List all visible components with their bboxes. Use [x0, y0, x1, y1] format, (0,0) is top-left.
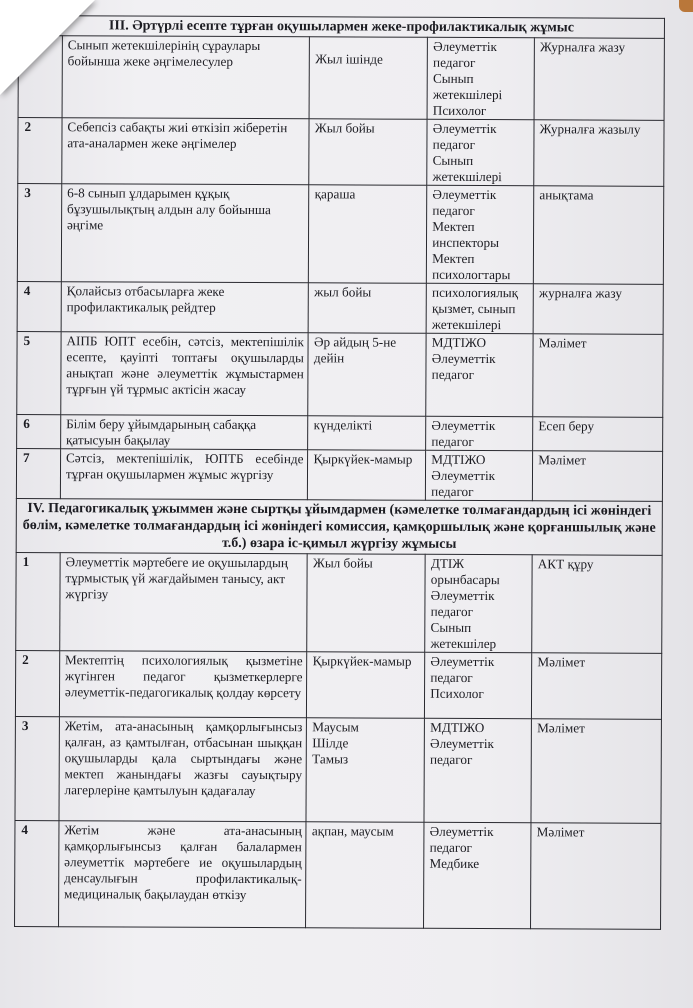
row-responsible: [424, 822, 531, 928]
row-time: жыл бойы: [309, 283, 427, 334]
row-responsible: [426, 333, 533, 416]
row-time: күнделікті: [308, 416, 426, 451]
row-activity: Жетім және ата-анасының қамқорлығынсыз қалған балалармен әлеуметтік мәртебеге ие оқушылардың денсаулығын профилактикалық-медициналық бақылаудан өткізу: [58, 821, 306, 928]
row-activity: Қолайсыз отбасыларға жеке профилактикалық рейдтер: [61, 282, 309, 333]
row-responsible: [427, 185, 534, 283]
time-text: Маусым Шілде Тамыз: [312, 719, 359, 767]
responsible-line: Мектеп инспекторы: [432, 218, 500, 251]
row-time: [306, 718, 424, 823]
row-responsible: [427, 37, 534, 119]
row-activity: Мектептің психологиялық қызметіне жүгінген педагог қызметкерлерге әлеуметтік-педагогикалық қолдау көрсету: [59, 651, 307, 718]
responsible-line: Әлеуметтік педагог: [429, 823, 494, 855]
responsible-line: МДТІЖО: [431, 451, 486, 468]
row-time: ақпан, маусым: [306, 822, 424, 929]
responsible-line: Сынып жетекшілері: [432, 70, 503, 103]
row-form: Мәлімет: [533, 451, 663, 502]
work-plan-table: [14, 15, 665, 930]
table-row: [15, 716, 661, 823]
row-responsible: [426, 450, 533, 500]
row-number: 7: [16, 448, 60, 498]
responsible-line: Әлеуметтік педагог: [430, 587, 495, 619]
row-form: Журналға жазылу: [534, 120, 664, 187]
responsible-line: Әлеуметтік педагог: [432, 186, 497, 218]
row-activity: Сәтсіз, мектепішілік, ЮПТБ есебінде тұрған оқушылармен жұмыс жүргізу: [60, 449, 308, 500]
section-4-header: [16, 498, 662, 555]
responsible-line: Әлеуметтік педагог: [431, 467, 496, 499]
row-number: 1: [16, 552, 60, 650]
row-time: Жыл бойы: [307, 554, 425, 653]
row-number: 4: [17, 281, 61, 331]
responsible-line: Медбике: [429, 855, 480, 872]
row-number: 5: [17, 331, 61, 414]
row-activity: АІПБ ЮПТ есебін, сәтсіз, мектепішілік есепте, қауіпті топтағы оқушыларды анықтап және әлеуметтік жұмыстармен тұрғын үй тұрмыс актісін жасау: [61, 332, 309, 416]
row-time: Қыркүйек-мамыр: [308, 450, 426, 501]
row-time: Жыл бойы: [309, 119, 427, 186]
row-number: 4: [15, 820, 59, 926]
page-curl: [0, 0, 95, 95]
row-responsible: Әлеуметтік педагог: [426, 416, 533, 450]
responsible-line: МДТІЖО: [431, 334, 487, 351]
row-activity: Жетім, ата-анасының қамқорлығынсыз қалған, аз қамтылған, отбасынан шыққан оқушыларды қала сыртындағы және мектеп жанындағы жазғы сауықтыру лагерлеріне қамтылуын қадағалау: [59, 717, 307, 822]
responsible-line: Әлеуметтік педагог: [431, 350, 496, 382]
table-row: [17, 414, 663, 451]
responsible-line: Әлеуметтік педагог: [429, 735, 494, 767]
row-time: Әр айдың 5-не дейін: [308, 333, 426, 417]
table-row: [15, 820, 661, 929]
responsible-line: Әлеуметтік педагог: [430, 653, 495, 685]
responsible-line: Психолог: [430, 685, 484, 702]
row-number: 2: [15, 650, 59, 716]
row-activity: Білім беру ұйымдарының сабаққа қатысуын бақылау: [60, 415, 308, 450]
corner-mark: [679, 0, 693, 12]
responsible-line: Сынып жетекшілері: [432, 152, 502, 185]
row-time: қараша: [309, 185, 427, 284]
responsible-line: Психолог: [432, 102, 487, 119]
table-row: [17, 281, 663, 334]
row-form: Мәлімет: [533, 334, 663, 418]
section-4-title: IV. Педагогикалық ұжыммен және сыртқы ұйымдармен (кәмелетке толмағандардың ісі жөніндегі бөлім, кәмелетке толмағандардың ісі жөніндегі комиссия, қамқоршылық және қорғаншылық және т.б.) өзара іс-қимыл жүргізу жұмысы: [16, 498, 662, 555]
row-form: анықтама: [534, 186, 664, 285]
row-time: Қыркүйек-мамыр: [307, 652, 425, 719]
row-form: Есеп беру: [533, 417, 663, 452]
row-responsible: [424, 718, 531, 822]
row-number: 6: [17, 414, 61, 448]
row-form: Мәлімет: [532, 653, 662, 720]
responsible-line: МДТІЖО: [430, 719, 485, 736]
table-row: [16, 448, 662, 501]
row-number: 3: [15, 716, 59, 820]
row-number: 2: [18, 118, 62, 184]
responsible-line: Әлеуметтік педагог: [432, 120, 497, 152]
responsible-line: Мектеп психологтары: [432, 250, 511, 283]
row-responsible: [425, 652, 532, 718]
row-form: Журналға жазу: [534, 38, 664, 121]
table-row: [16, 552, 662, 653]
table-row: [15, 650, 661, 719]
table-row: [18, 36, 664, 121]
row-responsible: [425, 554, 532, 652]
table-row: [17, 184, 663, 285]
row-activity: Сынып жетекшілерінің сұраулары бойынша жеке әңгімелесулер: [62, 36, 310, 119]
row-activity: Әлеуметтік мәртебеге ие оқушылардың тұрмыстық үй жағдайымен танысу, акт жүргізу: [60, 553, 308, 652]
row-activity: 6-8 сынып ұлдарымен құқық бұзушылықтың алдын алу бойынша әңгіме: [61, 184, 309, 283]
row-responsible: психологиялық қызмет, сынып жетекшілері: [426, 283, 533, 333]
row-form: Мәлімет: [531, 823, 661, 930]
responsible-line: Әлеуметтік педагог: [432, 38, 497, 70]
table-row: [17, 331, 663, 417]
row-number: 3: [17, 184, 61, 282]
row-activity: Себепсіз сабақты жиі өткізіп жіберетін ата-аналармен жеке әңгімелер: [62, 118, 310, 185]
responsible-line: ДТІЖ орынбасары: [430, 555, 500, 588]
section-3-header: [18, 16, 664, 39]
responsible-line: Сынып жетекшілер: [430, 619, 497, 652]
row-responsible: [427, 119, 534, 185]
section-3-title: III. Әртүрлі есепте тұрған оқушылармен жеке-профилактикалық жұмыс: [18, 16, 664, 39]
row-form: Мәлімет: [531, 719, 661, 824]
row-form: журналға жазу: [533, 284, 663, 335]
row-form: АКТ құру: [532, 555, 662, 654]
row-time: Жыл ішінде: [309, 37, 427, 120]
table-row: [18, 118, 664, 187]
